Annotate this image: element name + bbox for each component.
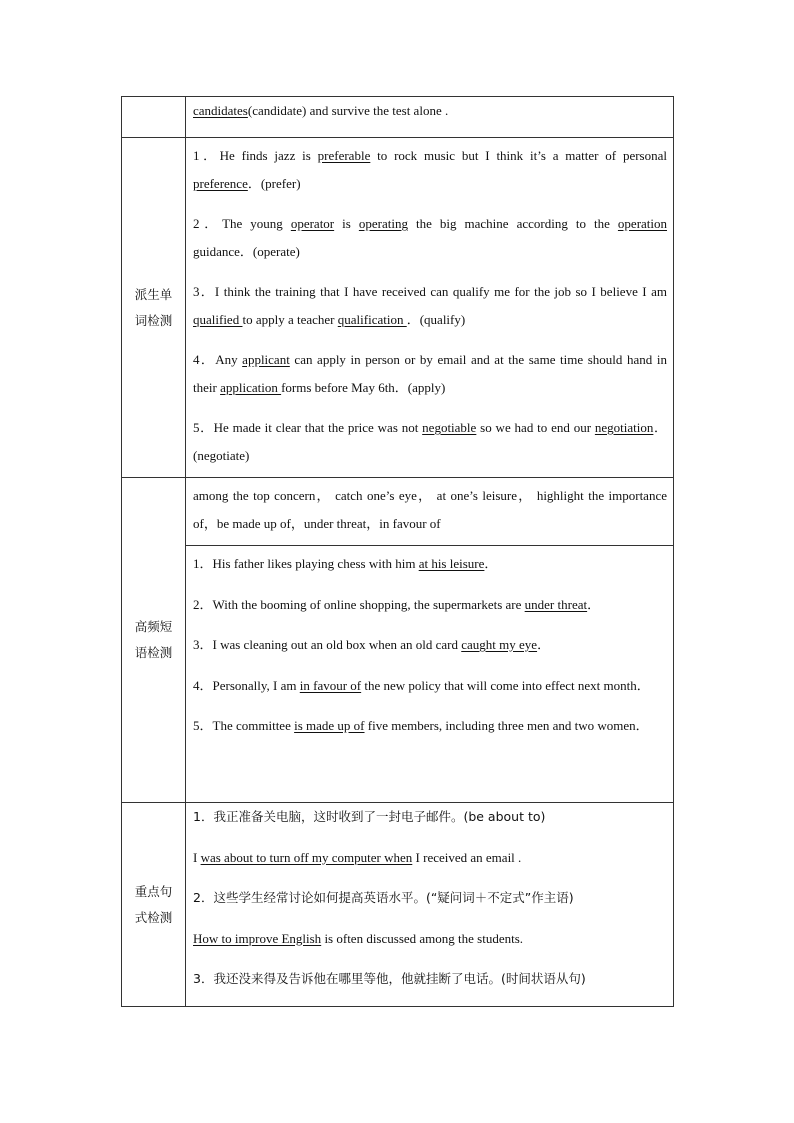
derivative-content — [186, 138, 674, 478]
row-label-derivative: 派生单词检测 — [122, 138, 186, 478]
table-row — [122, 478, 674, 546]
sentence-content — [186, 803, 674, 1007]
table-row — [122, 138, 674, 478]
list-item: 4．Personally, I am in favour of the new policy that will come into effect next month． — [193, 677, 650, 693]
list-item: 2．The young operator is operating the big machine according to the operation guidance．(operate) — [193, 216, 668, 259]
list-item: 1．He finds jazz is preferable to rock music but I think it’s a matter of personal preference．(prefer) — [193, 148, 667, 191]
question-2: 2．这些学生经常讨论如何提高英语水平。(“疑问词＋不定式”作主语) — [193, 890, 574, 905]
table-row — [122, 97, 674, 138]
table-row — [122, 803, 674, 1007]
question-1: 1．我正准备关电脑，这时收到了一封电子邮件。(be about to) — [193, 809, 546, 824]
list-item: 3．I was cleaning out an old box when an old card caught my eye． — [193, 637, 551, 652]
list-item: 4．Any applicant can apply in person or by email and at the same time should hand in their application forms before May 6th．(apply) — [193, 352, 667, 395]
question-3: 3．我还没来得及告诉他在哪里等他，他就挂断了电话。(时间状语从句) — [193, 971, 586, 986]
answer-2: How to improve English is often discussed among the students. — [193, 930, 524, 946]
phrase-exercises — [186, 546, 674, 803]
list-item: 3．I think the training that I have received can qualify me for the job so I believe I am qualified to apply a teacher qualification ．(qualify) — [193, 284, 667, 327]
phrase-list: among the top concern， catch one’s eye， at one’s leisure， highlight the importance of，be made up of，under threat，in favour of — [186, 478, 674, 546]
row0-content — [186, 97, 674, 138]
list-item: 5．He made it clear that the price was not negotiable so we had to end our negotiation．(negotiate) — [193, 420, 667, 463]
list-item: 2．With the booming of online shopping, the supermarkets are under threat． — [193, 596, 601, 612]
list-item: 5．The committee is made up of five members, including three men and two women． — [193, 718, 649, 733]
row-label-empty — [122, 97, 186, 138]
exercise-table — [121, 96, 674, 1007]
row-label-phrases: 高频短语检测 — [122, 478, 186, 803]
table-row — [122, 546, 674, 803]
row-label-sentences: 重点句式检测 — [122, 803, 186, 1007]
answer-1: I was about to turn off my computer when I received an email . — [193, 849, 522, 865]
continued-sentence: candidates(candidate) and survive the test alone . — [193, 103, 449, 118]
list-item: 1．His father likes playing chess with him at his leisure． — [193, 556, 498, 571]
